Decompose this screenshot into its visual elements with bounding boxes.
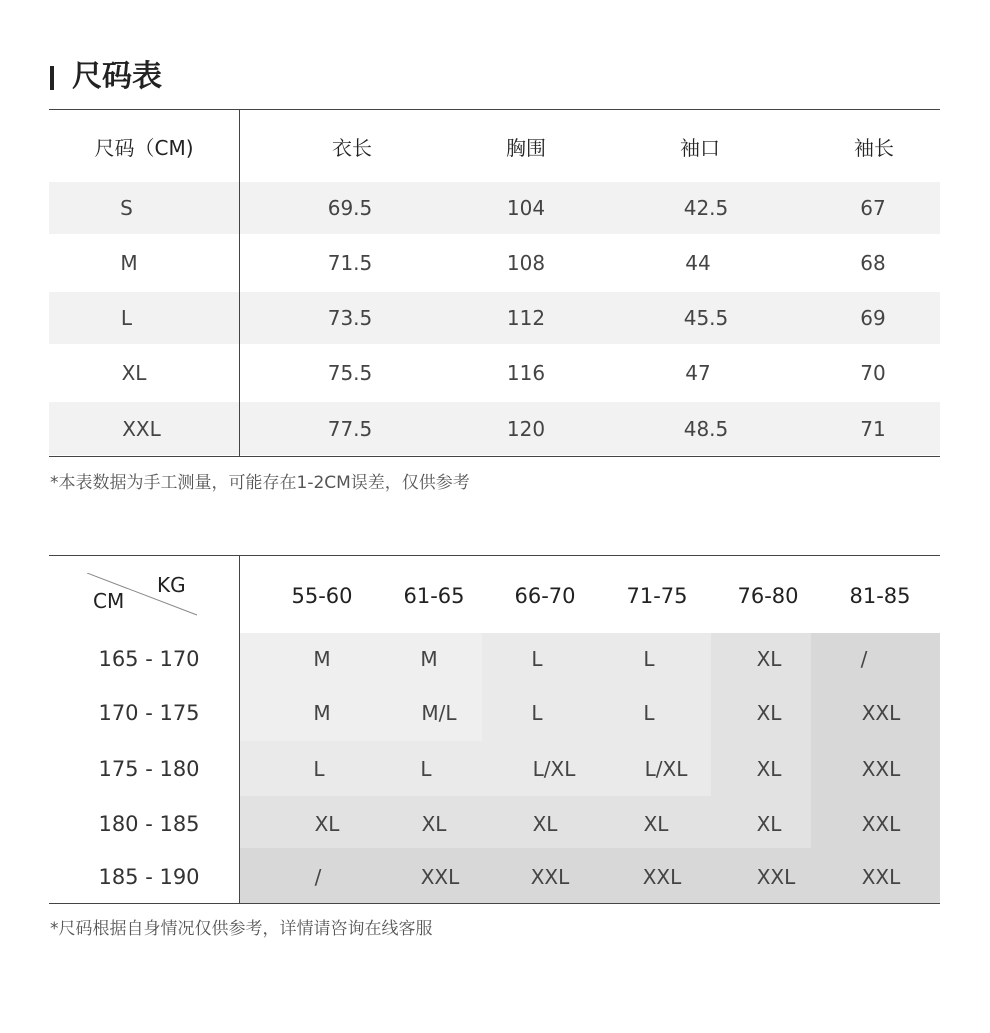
cuff-cell: 45.5 xyxy=(683,306,729,330)
weight-header: 81-85 xyxy=(849,584,911,608)
size-cell: XL xyxy=(756,701,782,725)
size-cell: L xyxy=(120,306,133,330)
measurement-note: *本表数据为手工测量，可能存在1-2CM误差，仅供参考 xyxy=(50,473,470,493)
table-header-row xyxy=(49,110,940,182)
recommendation-note: *尺码根据自身情况仅供参考，详情请咨询在线客服 xyxy=(50,919,433,939)
column-divider xyxy=(239,556,240,903)
height-label: 185 - 190 xyxy=(98,865,200,889)
size-cell: XXL xyxy=(122,416,161,441)
size-cell: XL xyxy=(421,811,447,836)
size-cell: M xyxy=(313,701,331,725)
cuff-cell: 44 xyxy=(685,251,711,275)
size-cell: M/L xyxy=(421,701,457,725)
size-cell: L/XL xyxy=(532,756,576,781)
sleeve-cell: 69 xyxy=(860,306,886,330)
size-cell: L/XL xyxy=(644,756,688,781)
weight-header: 76-80 xyxy=(737,584,799,608)
size-cell: L xyxy=(643,647,655,671)
height-label: 170 - 175 xyxy=(98,701,200,725)
table-row xyxy=(49,344,940,402)
table-row xyxy=(49,182,940,234)
table-row xyxy=(49,234,940,292)
weight-header: 71-75 xyxy=(626,584,688,608)
length-cell: 75.5 xyxy=(327,361,373,385)
size-cell: / xyxy=(314,865,322,889)
size-measurement-table xyxy=(49,109,940,457)
size-recommendation-table xyxy=(49,555,940,904)
length-cell: 73.5 xyxy=(327,306,373,330)
size-cell: XXL xyxy=(642,865,682,889)
size-cell: XXL xyxy=(420,865,460,889)
size-cell: XL xyxy=(314,811,340,836)
size-cell: L xyxy=(531,647,543,671)
cuff-cell: 42.5 xyxy=(683,196,729,220)
height-label: 175 - 180 xyxy=(98,756,200,781)
size-cell: XXL xyxy=(756,865,796,889)
chest-cell: 120 xyxy=(506,416,546,441)
sleeve-cell: 70 xyxy=(860,361,886,385)
size-cell: XL xyxy=(643,811,669,836)
length-cell: 71.5 xyxy=(327,251,373,275)
size-cell: XL xyxy=(121,361,147,385)
column-divider xyxy=(239,110,240,456)
height-label: 165 - 170 xyxy=(98,647,200,671)
page-title: 尺码表 xyxy=(72,59,162,94)
chest-cell: 112 xyxy=(506,306,546,330)
header-sleeve: 袖长 xyxy=(854,135,894,160)
size-cell: L xyxy=(420,756,432,781)
chest-cell: 104 xyxy=(506,196,546,220)
table-row xyxy=(49,402,940,455)
table-row xyxy=(49,292,940,344)
size-cell: XL xyxy=(756,811,782,836)
chest-cell: 108 xyxy=(506,251,546,275)
size-cell: XXL xyxy=(530,865,570,889)
size-cell: XL xyxy=(532,811,558,836)
cuff-cell: 48.5 xyxy=(683,416,729,441)
cuff-cell: 47 xyxy=(685,361,711,385)
length-cell: 69.5 xyxy=(327,196,373,220)
sleeve-cell: 68 xyxy=(860,251,886,275)
size-cell: XL xyxy=(756,647,782,671)
weight-header: 61-65 xyxy=(403,584,465,608)
size-cell: XL xyxy=(756,756,782,781)
size-cell: S xyxy=(120,196,133,220)
weight-header: 55-60 xyxy=(291,584,353,608)
size-cell: XXL xyxy=(861,701,901,725)
size-cell: M xyxy=(120,251,138,275)
weight-header: 66-70 xyxy=(514,584,576,608)
size-cell: / xyxy=(860,647,868,671)
title-accent-bar xyxy=(50,66,54,90)
corner-cm-label: CM xyxy=(93,589,125,613)
sleeve-cell: 67 xyxy=(860,196,886,220)
size-cell: XXL xyxy=(861,811,901,836)
height-label: 180 - 185 xyxy=(98,811,200,836)
size-cell: M xyxy=(313,647,331,671)
chest-cell: 116 xyxy=(506,361,546,385)
header-size: 尺码（CM) xyxy=(94,135,194,160)
sleeve-cell: 71 xyxy=(860,416,886,441)
length-cell: 77.5 xyxy=(327,416,373,441)
size-cell: L xyxy=(313,756,325,781)
size-cell: L xyxy=(531,701,543,725)
header-cuff: 袖口 xyxy=(680,135,720,160)
size-cell: M xyxy=(420,647,438,671)
corner-kg-label: KG xyxy=(157,573,186,597)
size-cell: XXL xyxy=(861,865,901,889)
header-length: 衣长 xyxy=(332,135,372,160)
size-cell: XXL xyxy=(861,756,901,781)
size-cell: L xyxy=(643,701,655,725)
header-chest: 胸围 xyxy=(506,135,546,160)
